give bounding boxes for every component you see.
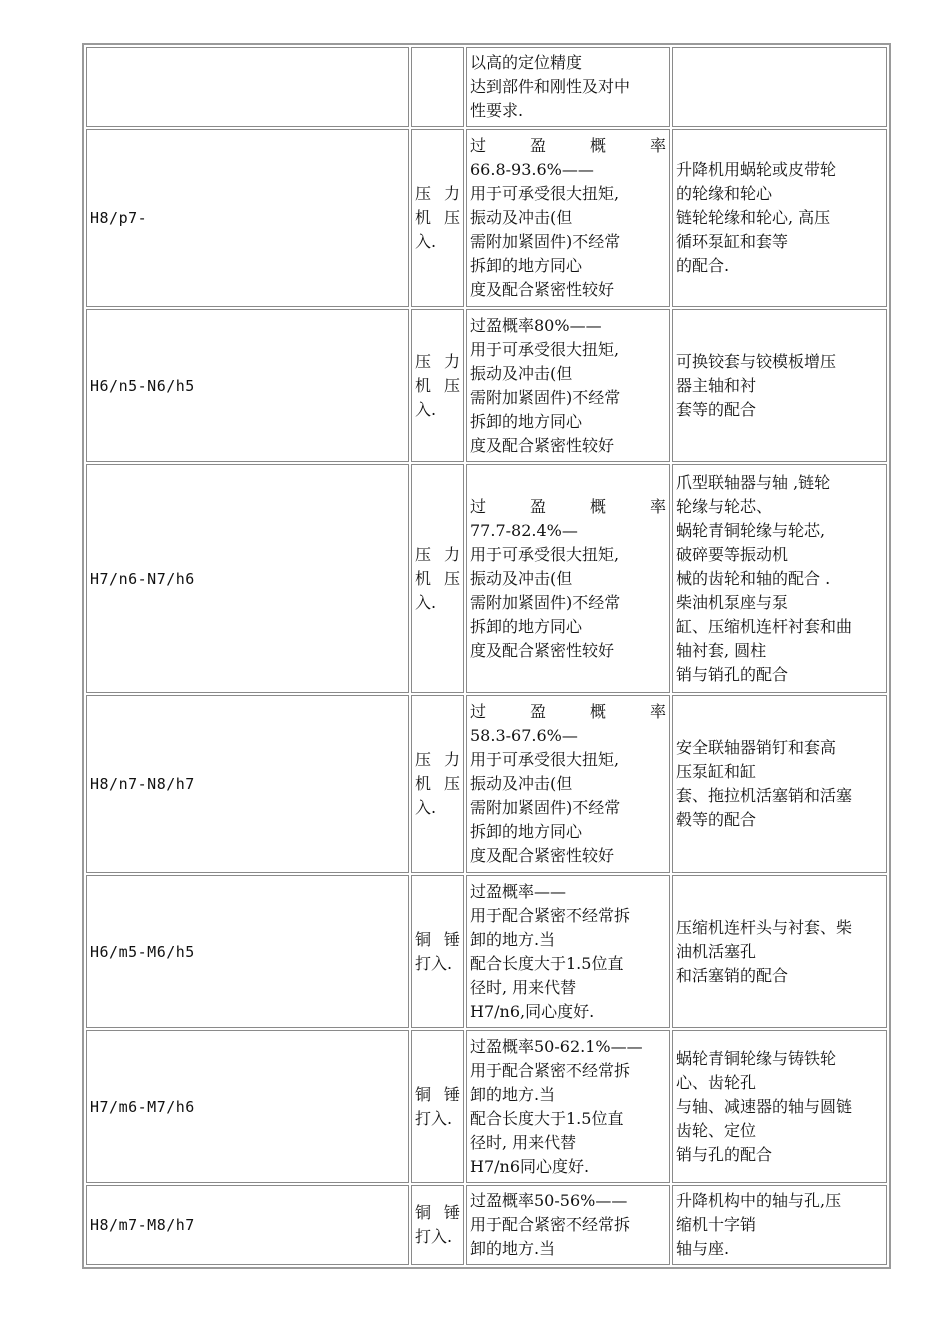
assembly-method-cell	[411, 1030, 464, 1183]
description-line: H7/n6,同心度好.	[470, 1001, 595, 1021]
description-line: 过盈概率50-62.1%——	[470, 1036, 643, 1056]
description-cell	[466, 875, 670, 1028]
fit-code-cell	[86, 695, 409, 873]
application-line: 与轴、减速器的轴与圆链	[676, 1096, 853, 1116]
description-line: 需附加紧固件)不经常	[470, 798, 621, 817]
assembly-method-line: 机 压	[415, 375, 460, 395]
application-line: 的轮缘和轮心	[676, 184, 773, 203]
fit-table-body	[86, 47, 887, 1265]
description-line: 振动及冲击(但	[470, 208, 573, 227]
description-line: 需附加紧固件)不经常	[470, 232, 621, 251]
application-line: 蜗轮青铜轮缘与铸铁轮	[676, 1048, 837, 1068]
assembly-method-line: 机 压	[415, 208, 460, 227]
assembly-method-line: 机 压	[415, 774, 460, 793]
description-line: H7/n6同心度好.	[470, 1156, 590, 1176]
application-line: 链轮轮缘和轮心, 高压	[676, 208, 831, 227]
application-cell	[672, 695, 887, 873]
description-line: 卸的地方.当	[470, 1084, 556, 1104]
assembly-method-line: 压 力	[415, 184, 460, 203]
assembly-method-line: 打入.	[415, 953, 453, 973]
fit-code: H6/m5-M6/h5	[90, 942, 195, 961]
description-line: 振动及冲击(但	[470, 363, 573, 383]
assembly-method-line: 铜 锤	[415, 1203, 460, 1222]
fit-code-cell	[86, 129, 409, 307]
description-line: 66.8-93.6%——	[470, 160, 594, 179]
assembly-method-line: 入.	[415, 798, 437, 817]
application-line: 器主轴和衬	[676, 375, 757, 395]
description-line: 拆卸的地方同心	[470, 616, 583, 636]
description-cell	[466, 695, 670, 873]
fit-code-cell	[86, 1030, 409, 1183]
description-line: 拆卸的地方同心	[470, 822, 583, 841]
description-cell	[466, 47, 670, 127]
description-line: 拆卸的地方同心	[470, 411, 583, 431]
application-cell	[672, 875, 887, 1028]
application-line: 销与销孔的配合	[676, 664, 789, 684]
description-line: 振动及冲击(但	[470, 774, 573, 793]
description-line: 需附加紧固件)不经常	[470, 592, 621, 612]
assembly-method-line: 打入.	[415, 1227, 453, 1246]
description-line: 性要求.	[470, 101, 524, 120]
description-line: 卸的地方.当	[470, 929, 556, 949]
application-line: 心、齿轮孔	[676, 1072, 757, 1092]
description-line: 配合长度大于1.5位直	[470, 1108, 624, 1128]
description-cell	[466, 129, 670, 307]
application-cell	[672, 129, 887, 307]
description-line: 过盈概率——	[470, 881, 567, 901]
description-line: 度及配合紧密性较好	[470, 435, 615, 455]
fit-code-cell	[86, 309, 409, 462]
description-line: 径时, 用来代替	[470, 977, 577, 997]
application-cell	[672, 464, 887, 693]
application-cell	[672, 47, 887, 127]
description-line: 用于配合紧密不经常拆	[470, 905, 631, 925]
application-line: 油机活塞孔	[676, 941, 757, 961]
description-line: 配合长度大于1.5位直	[470, 953, 624, 973]
fit-code: H7/m6-M7/h6	[90, 1097, 195, 1116]
fit-code: H6/n5-N6/h5	[90, 376, 195, 395]
description-line: 拆卸的地方同心	[470, 256, 583, 275]
assembly-method-line: 铜 锤	[415, 929, 460, 949]
fit-table	[82, 43, 891, 1269]
assembly-method-cell	[411, 47, 464, 127]
description-line: 77.7-82.4%—	[470, 520, 578, 540]
assembly-method-cell	[411, 875, 464, 1028]
application-line: 可换铰套与铰模板增压	[676, 351, 837, 371]
fit-code-cell	[86, 47, 409, 127]
description-line: 度及配合紧密性较好	[470, 280, 615, 299]
description-line: 用于可承受很大扭矩,	[470, 544, 620, 564]
assembly-method-cell	[411, 309, 464, 462]
description-line: 过 盈 概 率	[470, 702, 666, 721]
description-line: 用于可承受很大扭矩,	[470, 750, 620, 769]
description-line: 用于配合紧密不经常拆	[470, 1215, 631, 1234]
application-line: 轮缘与轮芯、	[676, 496, 773, 516]
application-line: 压缩机连杆头与衬套、柴	[676, 917, 853, 937]
assembly-method-line: 入.	[415, 592, 437, 612]
fit-code: H7/n6-N7/h6	[90, 569, 195, 588]
fit-code-cell	[86, 875, 409, 1028]
application-line: 毂等的配合	[676, 810, 757, 829]
application-line: 升降机构中的轴与孔,压	[676, 1191, 842, 1210]
description-line: 卸的地方.当	[470, 1239, 556, 1258]
application-line: 销与孔的配合	[676, 1144, 773, 1164]
description-line: 径时, 用来代替	[470, 1132, 577, 1152]
table-row	[86, 47, 887, 127]
assembly-method-line: 机 压	[415, 568, 460, 588]
table-row	[86, 695, 887, 873]
description-line: 过 盈 概 率	[470, 496, 666, 516]
assembly-method-cell	[411, 695, 464, 873]
assembly-method-line: 压 力	[415, 750, 460, 769]
application-line: 齿轮、定位	[676, 1120, 757, 1140]
application-line: 爪型联轴器与轴 ,链轮	[676, 472, 831, 492]
description-cell	[466, 1030, 670, 1183]
table-row	[86, 129, 887, 307]
assembly-method-line: 入.	[415, 232, 437, 251]
description-line: 过盈概率50-56%——	[470, 1191, 628, 1210]
application-cell	[672, 1185, 887, 1265]
application-line: 套等的配合	[676, 399, 757, 419]
table-row	[86, 464, 887, 693]
table-row	[86, 875, 887, 1028]
description-line: 过盈概率80%——	[470, 315, 602, 335]
description-line: 需附加紧固件)不经常	[470, 387, 621, 407]
description-line: 用于可承受很大扭矩,	[470, 339, 620, 359]
application-line: 升降机用蜗轮或皮带轮	[676, 160, 837, 179]
table-row	[86, 1185, 887, 1265]
description-line: 达到部件和刚性及对中	[470, 77, 631, 96]
application-line: 压泵缸和缸	[676, 762, 757, 781]
assembly-method-line: 打入.	[415, 1108, 453, 1128]
application-line: 破碎要等振动机	[676, 544, 789, 564]
application-line: 轴衬套, 圆柱	[676, 640, 767, 660]
assembly-method-cell	[411, 1185, 464, 1265]
fit-code: H8/p7-	[90, 209, 148, 227]
fit-code: H8/m7-M8/h7	[90, 1216, 195, 1234]
description-line: 58.3-67.6%—	[470, 726, 578, 745]
assembly-method-cell	[411, 464, 464, 693]
description-line: 度及配合紧密性较好	[470, 846, 615, 865]
fit-code-cell	[86, 1185, 409, 1265]
application-cell	[672, 309, 887, 462]
description-cell	[466, 309, 670, 462]
assembly-method-line: 压 力	[415, 351, 460, 371]
description-line: 以高的定位精度	[470, 53, 583, 72]
application-line: 的配合.	[676, 256, 730, 275]
assembly-method-cell	[411, 129, 464, 307]
application-line: 安全联轴器销钉和套高	[676, 738, 837, 757]
application-line: 柴油机泵座与泵	[676, 592, 789, 612]
application-line: 和活塞销的配合	[676, 965, 789, 985]
fit-code: H8/n7-N8/h7	[90, 775, 195, 793]
table-row	[86, 1030, 887, 1183]
application-line: 套、拖拉机活塞销和活塞	[676, 786, 853, 805]
description-line: 度及配合紧密性较好	[470, 640, 615, 660]
description-line: 过 盈 概 率	[470, 136, 666, 155]
application-cell	[672, 1030, 887, 1183]
fit-code-cell	[86, 464, 409, 693]
application-line: 械的齿轮和轴的配合 .	[676, 568, 831, 588]
application-line: 蜗轮青铜轮缘与轮芯,	[676, 520, 826, 540]
table-row	[86, 309, 887, 462]
application-line: 循环泵缸和套等	[676, 232, 789, 251]
description-line: 用于可承受很大扭矩,	[470, 184, 620, 203]
assembly-method-line: 压 力	[415, 544, 460, 564]
description-line: 用于配合紧密不经常拆	[470, 1060, 631, 1080]
description-line: 振动及冲击(但	[470, 568, 573, 588]
application-line: 轴与座.	[676, 1239, 730, 1258]
description-cell	[466, 464, 670, 693]
assembly-method-line: 入.	[415, 399, 437, 419]
application-line: 缸、压缩机连杆衬套和曲	[676, 616, 853, 636]
assembly-method-line: 铜 锤	[415, 1084, 460, 1104]
application-line: 缩机十字销	[676, 1215, 757, 1234]
description-cell	[466, 1185, 670, 1265]
